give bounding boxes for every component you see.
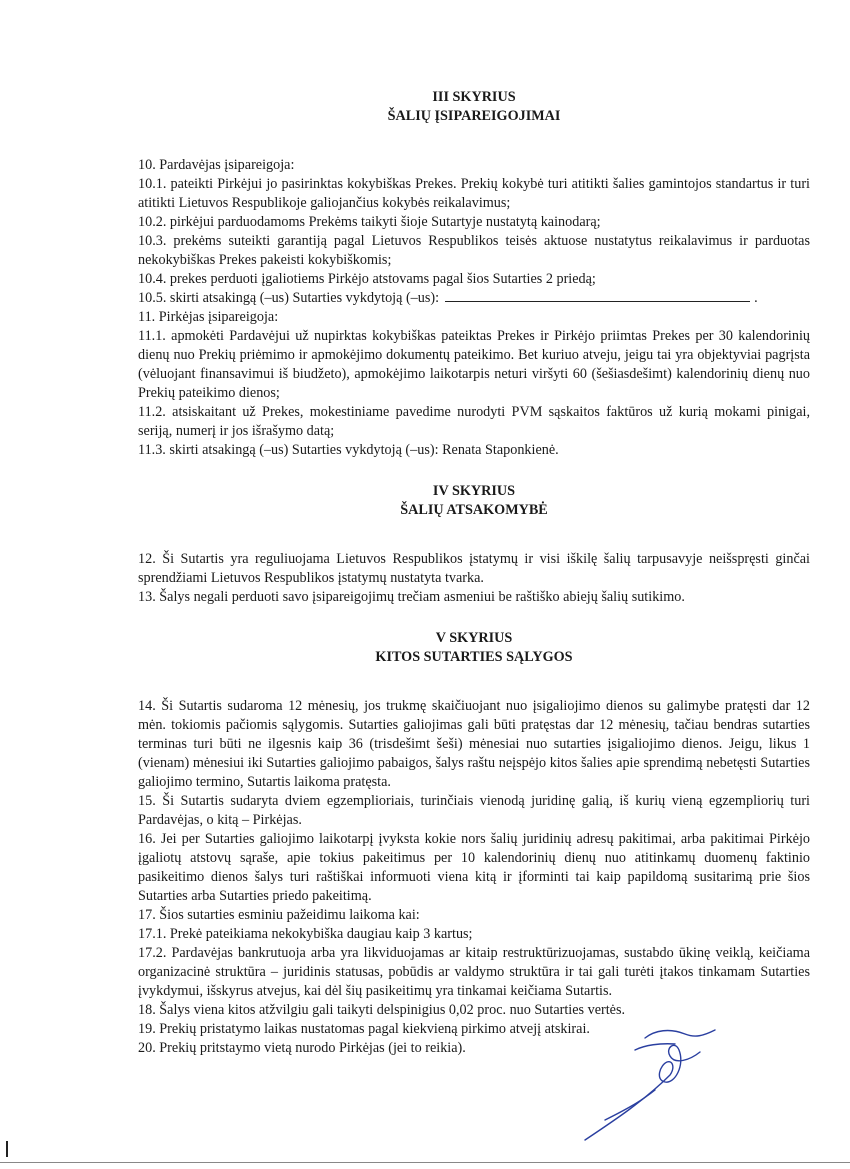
paragraph: 15. Ši Sutartis sudaryta dviem egzemplioriais, turinčiais vienodą juridinę galią, iš kurių vieną egzempliorių turi Pardavėjas, o kitą – Pirkėjas. [138,793,810,828]
paragraph-10-5-end: . [754,290,758,306]
paragraph: 16. Jei per Sutarties galiojimo laikotarpį įvyksta kokie nors šalių juridinių adresų pakitimai, arba pakitimai Pirkėjo įgaliotų atstovų sąraše, apie tokius pakeitimus per 10 kalendorinių dienų nuo atitinkamų duomenų faktinio pasikeitimo dienos šalys turi raštiškai informuoti viena kitą ir įforminti tai kaip papildomą susitarimą prie šios Sutarties arba Sutarties priedo pakeitimą. [138,831,810,904]
scan-mark [6,1141,8,1157]
chapter-title: ŠALIŲ ATSAKOMYBĖ [400,502,548,518]
paragraph: 10.2. pirkėjui parduodamoms Prekėms taikyti šioje Sutartyje nustatytą kainodarą; [138,214,601,230]
paragraph: 11. Pirkėjas įsipareigoja: [138,309,279,325]
document-content [138,88,810,1058]
paragraph: 13. Šalys negali perduoti savo įsipareigojimų trečiam asmeniui be raštiško abiejų šalių sutikimo. [138,589,685,605]
paragraph: 17. Šios sutarties esminiu pažeidimu laikoma kai: [138,907,420,923]
paragraph: 17.1. Prekė pateikiama nekokybiška daugiau kaip 3 kartus; [138,926,473,942]
chapter-4-heading [138,482,810,520]
paragraph: 11.2. atsiskaitant už Prekes, mokestiniame pavedime nurodyti PVM sąskaitos faktūros už kurią mokami pinigai, seriją, numerį ir jos išrašymo datą; [138,404,810,439]
paragraph-10-5 [138,289,810,308]
paragraph: 14. Ši Sutartis sudaroma 12 mėnesių, jos trukmę skaičiuojant nuo įsigaliojimo dienos su galimybe pratęsti dar 12 mėn. tokiomis pačiomis sąlygomis. Sutarties galiojimas gali būti pratęstas dar 12 mėnesių, tačiau bendras sutarties terminas turi būti ne ilgesnis kaip 36 (trisdešimt šeši) mėnesiai nuo sutarties įsigaliojimo dienos. Jeigu, likus 1 (vienam) mėnesiui iki Sutarties galiojimo pabaigos, šalys raštu neįspėjo kitos šalies apie sprendimą nebetęsti Sutarties galiojimo termino, Sutartis laikoma pratęsta. [138,698,810,790]
paragraph: 11.3. skirti atsakingą (–us) Sutarties vykdytoją (–us): Renata Staponkienė. [138,442,559,458]
paragraph: 18. Šalys viena kitos atžvilgiu gali taikyti delspinigius 0,02 proc. nuo Sutarties vertės. [138,1002,626,1018]
paragraph: 19. Prekių pristatymo laikas nustatomas pagal kiekvieną pirkimo atvejį atskirai. [138,1021,590,1037]
paragraph-10-5-text: 10.5. skirti atsakingą (–us) Sutarties vykdytoją (–us): [138,290,440,306]
chapter-number: III SKYRIUS [432,89,516,105]
chapter-title: KITOS SUTARTIES SĄLYGOS [375,649,573,665]
paragraph: 17.2. Pardavėjas bankrutuoja arba yra likviduojamas ar kitaip restruktūrizuojamas, sustabdo ūkinę veiklą, keičiama organizacinė struktūra – juridinis statusas, pobūdis ar valdymo struktūra ir tai gali turėti įtakos tinkamam Sutarties įvykdymui, išskyrus atvejus, kai dėl šių pasikeitimų yra tinkamai keičiama Sutartis. [138,945,810,999]
chapter-title: ŠALIŲ ĮSIPAREIGOJIMAI [387,108,561,124]
paragraph: 11.1. apmokėti Pardavėjui už nupirktas kokybiškas pateiktas Prekes ir Pirkėjo priimtas Prekes per 30 kalendorinių dienų nuo Prekių priėmimo ir apmokėjimo dokumentų pateikimo. Bet kuriuo atveju, jeigu tai yra objektyviai pagrįsta (vėluojant finansavimui iš biudžeto), apmokėjimo laikotarpis neturi viršyti 60 (šešiasdešimt) kalendorinių dienų nuo Prekių pateikimo dienos; [138,328,810,401]
signature-icon [575,1010,725,1145]
chapter-number: V SKYRIUS [435,630,513,646]
chapter-3-heading [138,88,810,126]
chapter-number: IV SKYRIUS [432,483,516,499]
paragraph: 20. Prekių pritstaymo vietą nurodo Pirkėjas (jei to reikia). [138,1040,466,1056]
scan-edge-line [0,1162,850,1163]
blank-fill-line [445,290,750,302]
paragraph: 10. Pardavėjas įsipareigoja: [138,157,295,173]
paragraph: 10.1. pateikti Pirkėjui jo pasirinktas kokybiškas Prekes. Prekių kokybė turi atitikti šalies gamintojos standartus ir turi atitikti Lietuvos Respublikoje galiojančius kokybės reikalavimus; [138,176,810,211]
paragraph: 10.4. prekes perduoti įgaliotiems Pirkėjo atstovams pagal šios Sutarties 2 priedą; [138,271,596,287]
paragraph: 10.3. prekėms suteikti garantiją pagal Lietuvos Respublikos teisės aktuose nustatytus reikalavimus ir parduotas nekokybiškas Prekes pakeisti kokybiškomis; [138,233,810,268]
paragraph: 12. Ši Sutartis yra reguliuojama Lietuvos Respublikos įstatymų ir visi iškilę šalių tarpusavyje neišspręsti ginčai sprendžiami Lietuvos Respublikos įstatymų nustatyta tvarka. [138,551,810,586]
chapter-5-heading [138,629,810,667]
